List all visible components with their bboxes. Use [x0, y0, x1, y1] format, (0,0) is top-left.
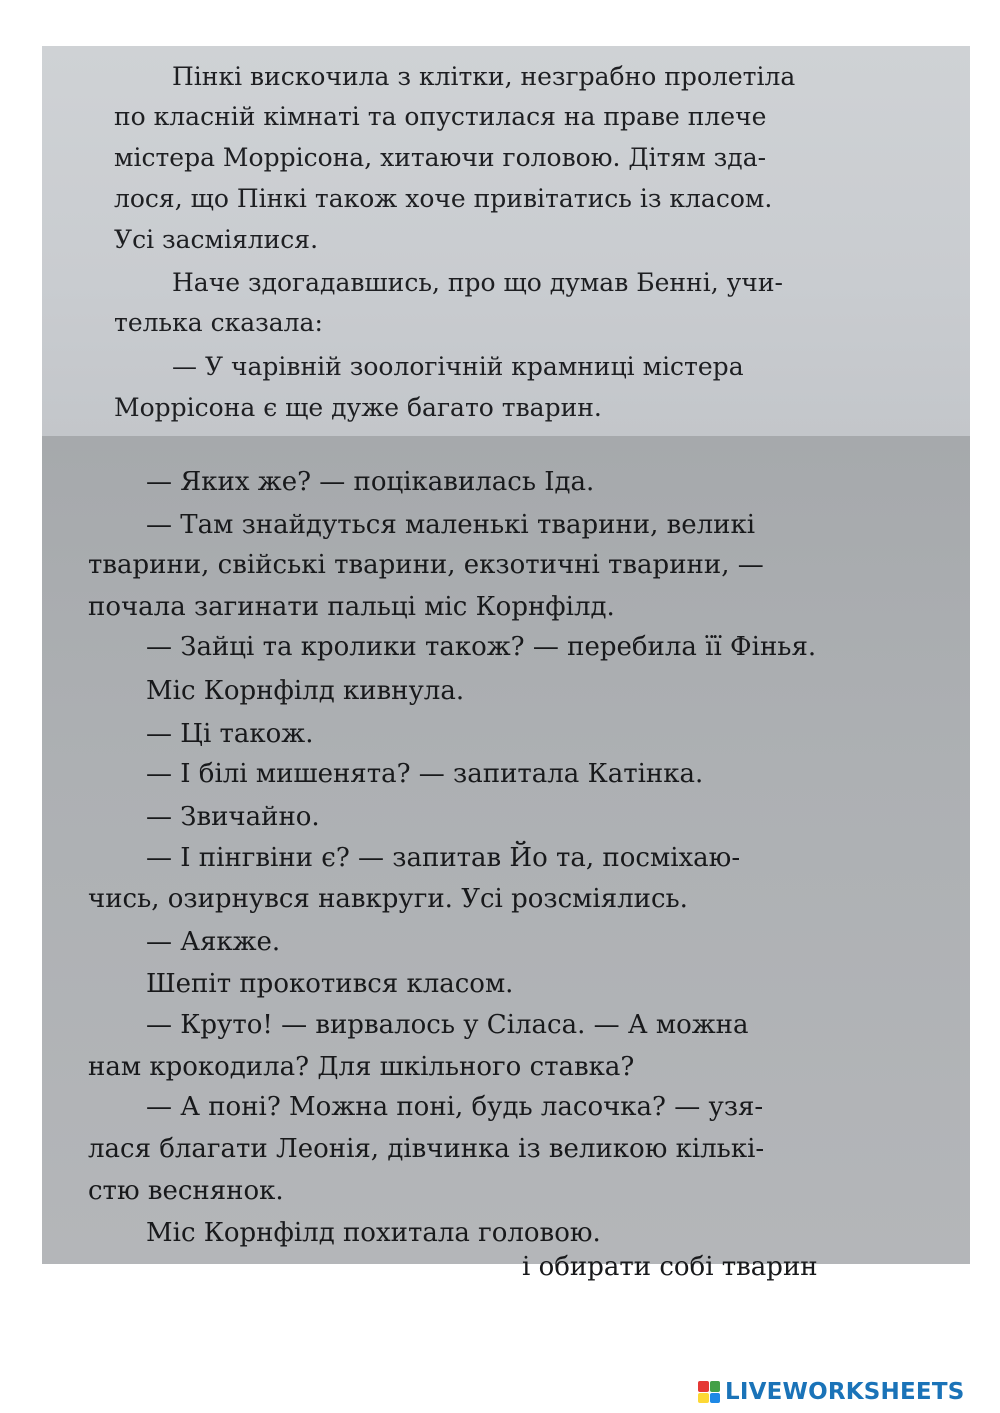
text-line: — У чарівній зоологічній крамниці містера: [172, 352, 744, 381]
text-line: — Звичайно.: [146, 802, 320, 832]
text-line: Міс Корнфілд похитала головою.: [146, 1218, 601, 1248]
text-line: Наче здогадавшись, про що думав Бенні, учи-: [172, 268, 783, 297]
text-line: почала загинати пальці міс Корнфілд.: [88, 592, 615, 622]
text-line: по класній кімнаті та опустилася на праве плече: [114, 102, 767, 131]
text-line: Міс Корнфілд кивнула.: [146, 676, 465, 706]
text-line: — Ці також.: [146, 719, 314, 749]
text-line-cut-off: і обирати собі тварин: [522, 1252, 818, 1282]
watermark-text: LIVEWORKSHEETS: [725, 1379, 965, 1405]
text-line: — Яких же? — поцікавилась Іда.: [146, 467, 595, 497]
text-line: — І білі мишенята? — запитала Катінка.: [146, 759, 704, 789]
liveworksheets-logo: [698, 1376, 998, 1408]
text-line: Усі засміялися.: [114, 225, 319, 254]
page-photo-top: [42, 46, 970, 438]
text-line: стю веснянок.: [88, 1176, 284, 1206]
text-line: чись, озирнувся навкруги. Усі розсміялись.: [88, 884, 688, 914]
text-line: — А поні? Можна поні, будь ласочка? — узя-: [146, 1092, 764, 1122]
text-line: містера Моррісона, хитаючи головою. Дітям зда-: [114, 143, 767, 172]
liveworksheets-mark-icon: [698, 1381, 720, 1403]
text-line: Моррісона є ще дуже багато тварин.: [114, 393, 602, 422]
text-line: Пінкі вискочила з клітки, незграбно пролетіла: [172, 62, 796, 91]
text-line: — Аякже.: [146, 927, 281, 957]
text-line: — Там знайдуться маленькі тварини, великі: [146, 510, 756, 540]
text-line: лося, що Пінкі також хоче привітатись із класом.: [114, 184, 773, 213]
text-line: телька сказала:: [114, 308, 323, 337]
text-line: — Зайці та кролики також? — перебила її Фінья.: [146, 632, 817, 662]
text-line: — Круто! — вирвалось у Сіласа. — А можна: [146, 1010, 749, 1040]
text-line: Шепіт прокотився класом.: [146, 969, 514, 999]
page-photo-bottom: [42, 436, 970, 1282]
text-line: тварини, свійські тварини, екзотичні тварини, —: [88, 550, 764, 580]
text-line: — І пінгвіни є? — запитав Йо та, посміхаю-: [146, 843, 741, 873]
text-line: нам крокодила? Для шкільного ставка?: [88, 1052, 635, 1082]
text-line: лася благати Леонія, дівчинка із великою кількі-: [88, 1134, 765, 1164]
